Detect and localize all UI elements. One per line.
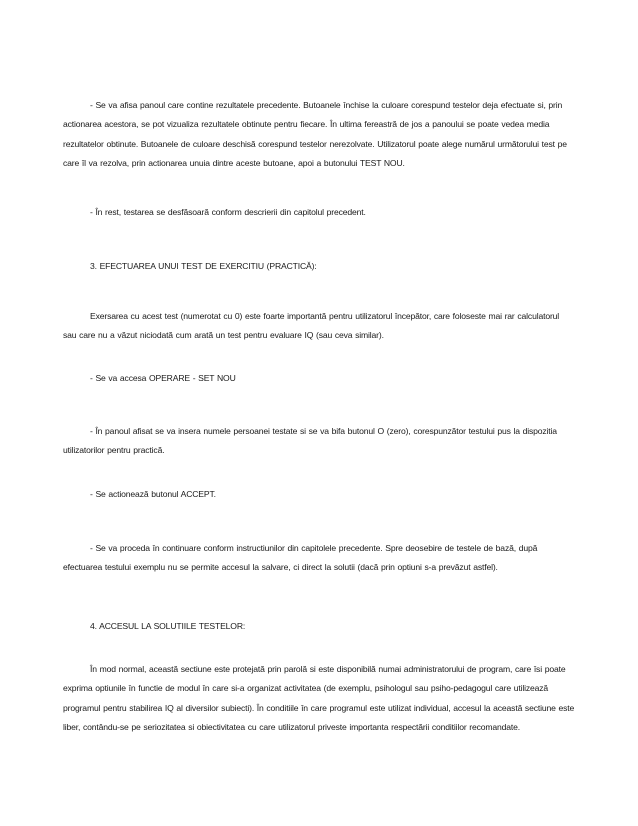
paragraph-practice-importance: Exersarea cu acest test (numerotat cu 0) este foarte importantă pentru utilizatorul începător, care foloseste mai rar calculatorul sau care nu a văzut niciodată cum arată un test pentru evaluare IQ (sau ceva similar).: [63, 311, 560, 341]
paragraph-continue-instructions: - Se va proceda în continuare conform instructiunilor din capitolele precedente. Spre deosebire de testele de bază, după efectuarea testului exemplu nu se permite accesul la salvare, ci direct la solutii (dacă prin optiuni s-a prevăzut astfel).: [63, 543, 538, 573]
paragraph-access-new-set: - Se va accesa OPERARE - SET NOU: [90, 373, 236, 383]
paragraph-solutions-protection: În mod normal, această sectiune este protejată prin parolă si este disponibilă numai administratorului de program, care îsi poate exprima optiunile în functie de modul în care si-a organizat activitatea (de exemplu, psihologul sau psiho-pedagogul care utilizează programul pentru stabilirea IQ al diversilor subiecti). În conditiile în care programul este utilizat individual, accesul la această sectiune este liber, contându-se pe seriozitatea si obiectivitatea cu care utilizatorul priveste importanta respectării conditiilor recomandate.: [63, 664, 575, 733]
section-heading-practice-test: 3. EFECTUAREA UNUI TEST DE EXERCITIU (PRACTICĂ):: [90, 261, 317, 271]
paragraph-accept-button: - Se actionează butonul ACCEPT.: [90, 489, 216, 499]
paragraph-testing-procedure: - În rest, testarea se desfăsoară conform descrierii din capitolul precedent.: [90, 207, 366, 217]
section-heading-solutions-access: 4. ACCESUL LA SOLUTIILE TESTELOR:: [90, 621, 246, 631]
paragraph-insert-name: - În panoul afisat se va insera numele persoanei testate si se va bifa butonul O (zero), corespunzător testului pus la dispozitia utilizatorilor pentru practică.: [63, 426, 557, 456]
paragraph-results-panel: - Se va afisa panoul care contine rezultatele precedente. Butoanele închise la culoare corespund testelor deja efectuate si, prin actionarea acestora, se pot vizualiza rezultatele obtinute pentru fiecare. În ultima fereastră de jos a panoului se poate vedea media rezultatelor obtinute. Butoanele de culoare deschisă corespund testelor nerezolvate. Utilizatorul poate alege numărul următorului test pe care îl va rezolva, prin actionarea unuia dintre aceste butoane, apoi a butonului TEST NOU.: [63, 100, 567, 169]
